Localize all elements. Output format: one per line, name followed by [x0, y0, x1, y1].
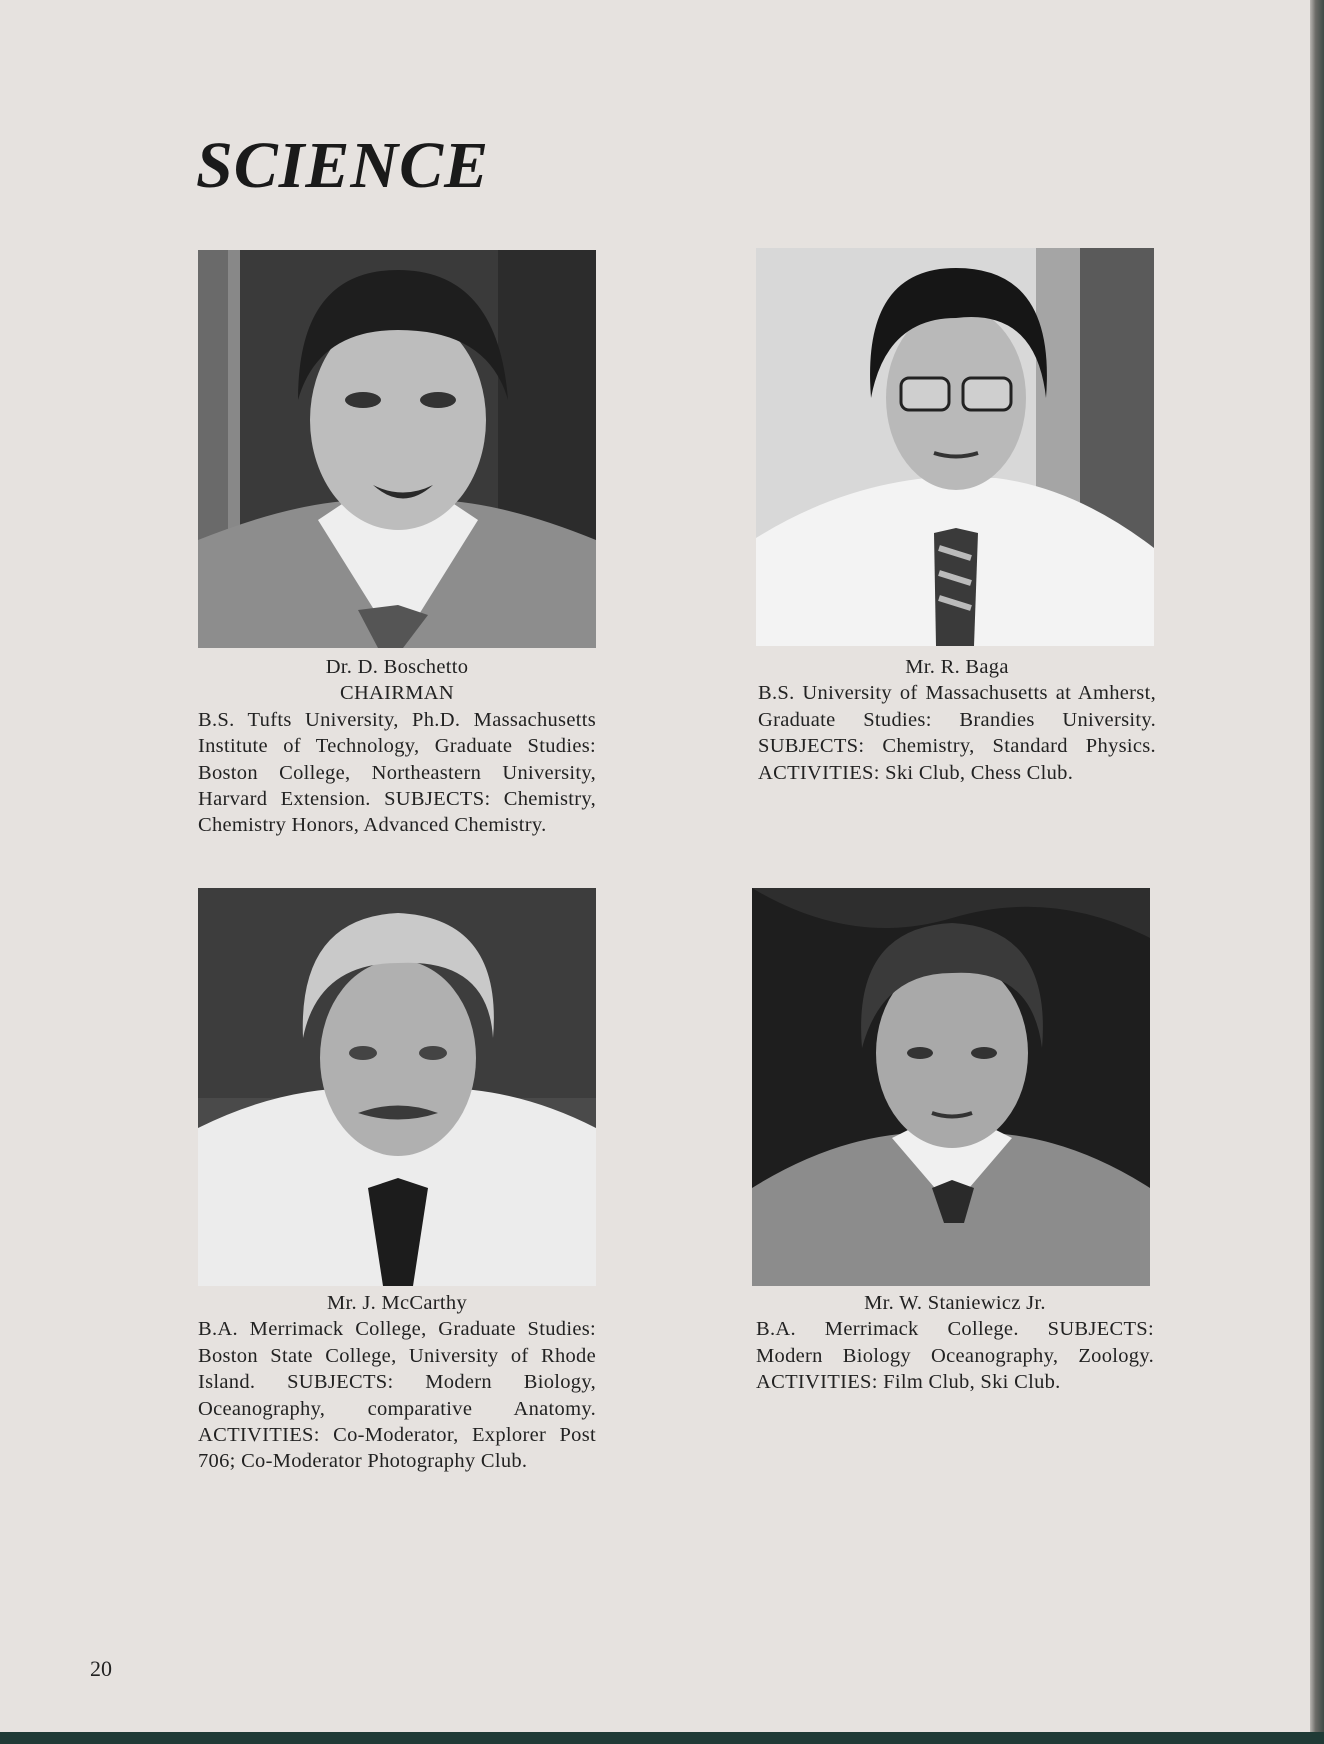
page-number: 20 [90, 1656, 112, 1681]
page-binding-edge [1310, 0, 1324, 1744]
page-title: SCIENCE [196, 129, 490, 202]
portrait-image [756, 248, 1154, 646]
faculty-name: Mr. W. Staniewicz Jr. [864, 1292, 1046, 1314]
faculty-bio: B.A. Merrimack College, Graduate Studies: Boston State College, University of Rhode Island. SUBJECTS: Modern Biology, Oceanography, comparative Anatomy. ACTIVITIES: Co-Moderator, Explorer Post 706; Co-Moderator Photography Club. [198, 1318, 596, 1473]
faculty-name: Mr. R. Baga [905, 656, 1009, 678]
caption-mccarthy [198, 1290, 596, 1475]
faculty-bio: B.S. Tufts University, Ph.D. Massachusetts Institute of Technology, Graduate Studies: Boston College, Northeastern University, Harvard Extension. SUBJECTS: Chemistry, Chemistry Honors, Advanced Chemistry. [198, 708, 596, 837]
faculty-bio: B.A. Merrimack College. SUBJECTS: Modern Biology Oceanography, Zoology. ACTIVITIES: Film Club, Ski Club. [756, 1318, 1154, 1394]
caption-baga [758, 654, 1156, 786]
page-bottom-edge [0, 1732, 1324, 1744]
portrait-photo-boschetto [198, 250, 596, 648]
caption-staniewicz [756, 1290, 1154, 1396]
portrait-photo-staniewicz [752, 888, 1150, 1286]
portrait-image [198, 888, 596, 1286]
faculty-bio: B.S. University of Massachusetts at Amherst, Graduate Studies: Brandies University. SUBJECTS: Chemistry, Standard Physics. ACTIVITIES: Ski Club, Chess Club. [758, 682, 1156, 784]
portrait-image [752, 888, 1150, 1286]
faculty-name: Mr. J. McCarthy [326, 1292, 468, 1314]
portrait-photo-baga [756, 248, 1154, 646]
portrait-image [198, 250, 596, 648]
caption-boschetto [198, 654, 596, 839]
faculty-name: Dr. D. Boschetto [325, 656, 469, 678]
faculty-role: CHAIRMAN [339, 682, 455, 705]
portrait-photo-mccarthy [198, 888, 596, 1286]
